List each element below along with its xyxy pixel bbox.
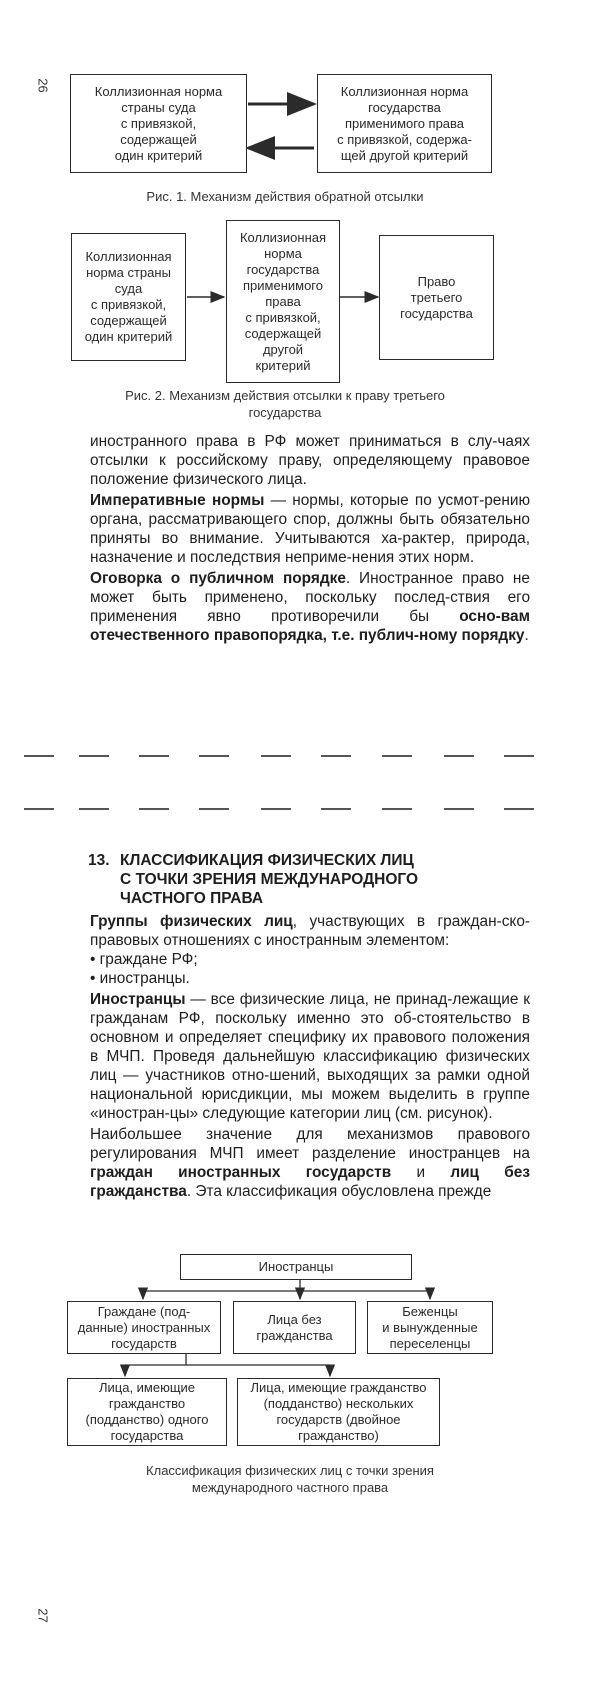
- paragraph-public-order: Оговорка о публичном порядке. Иностранное право не может быть применено, поскольку послед-ствия его применения явно противоречили бы осно-вам отечественного правопорядка, т.е. публич-ному порядку.: [90, 570, 530, 644]
- term-groups: Группы физических лиц: [90, 913, 293, 930]
- paragraph-groups: Группы физических лиц, участвующих в граждан-ско-правовых отношениях с иностранным элементом:: [90, 913, 531, 949]
- page-number-bottom: 27: [35, 1608, 51, 1623]
- term-public-order: Оговорка о публичном порядке: [90, 570, 346, 587]
- term-imperative-norms: Императивные нормы: [90, 492, 265, 509]
- separator-line-2: [24, 808, 594, 810]
- fig1-right-box: Коллизионная норма государства применимого права с привязкой, содержа- щей другой критерий: [317, 74, 492, 173]
- body-text-2: [90, 912, 530, 1201]
- fig1-caption: Рис. 1. Механизм действия обратной отсылки: [146, 189, 424, 204]
- section-title: КЛАССИФИКАЦИЯ ФИЗИЧЕСКИХ ЛИЦ С ТОЧКИ ЗРЕНИЯ МЕЖДУНАРОДНОГО ЧАСТНОГО ПРАВА: [120, 852, 419, 907]
- body-text-1: [90, 432, 530, 645]
- paragraph-continuation: иностранного права в РФ может приниматься в слу-чаях отсылки к российскому праву, определяющему правовое положение физического лица.: [90, 433, 530, 488]
- bullet-list: [90, 950, 530, 988]
- page-number-top: 26: [35, 78, 51, 93]
- separator-line-1: [24, 755, 594, 757]
- fig2-caption: Рис. 2. Механизм действия отсылки к праву третьего государства: [125, 388, 445, 420]
- fig3-dual-citizenship-box: Лица, имеющие гражданство (подданство) нескольких государств (двойное гражданство): [237, 1378, 440, 1446]
- fig2-box-3: Право третьего государства: [379, 235, 494, 360]
- paragraph-imperative-norms: Императивные нормы — нормы, которые по усмот-рению органа, рассматривающего спор, должны быть обязательно приняты во внимание. Учитываются ха-рактер, природа, назначение и последствия неприме-нения этих норм.: [90, 492, 530, 566]
- fig3-caption: Классификация физических лиц с точки зрения международного частного права: [146, 1463, 434, 1495]
- fig3-single-citizenship-box: Лица, имеющие гражданство (подданство) одного государства: [67, 1378, 227, 1446]
- paragraph-foreigners: Иностранцы — все физические лица, не принад-лежащие к гражданам РФ, поскольку именно это об-стоятельство в основном и определяет специфику их правового положения в МЧП. Проведя дальнейшую классификацию физических лиц — участников отно-шений, выходящих за рамки одной национальной юрисдикции, мы можем выделить в группе «иностран-цы» следующие категории лиц (см. рисунок).: [90, 991, 530, 1122]
- fig3-root-box: Иностранцы: [180, 1254, 412, 1280]
- fig2-box-1: Коллизионная норма страны суда с привязкой, содержащей один критерий: [71, 233, 186, 361]
- fig3-citizens-box: Граждане (под- данные) иностранных государств: [67, 1301, 221, 1354]
- list-item: • иностранцы.: [90, 970, 190, 987]
- fig1-left-box: Коллизионная норма страны суда с привязкой, содержащей один критерий: [70, 74, 247, 173]
- paragraph-classification: Наибольшее значение для механизмов правового регулирования МЧП имеет разделение иностранцев на граждан иностранных государств и лиц без гражданства. Эта классификация обусловлена прежде: [90, 1126, 530, 1200]
- fig3-stateless-box: Лица без гражданства: [233, 1301, 356, 1354]
- list-item: • граждане РФ;: [90, 951, 198, 968]
- term-foreigners: Иностранцы: [90, 991, 186, 1008]
- fig3-refugees-box: Беженцы и вынужденные переселенцы: [367, 1301, 493, 1354]
- fig2-box-2: Коллизионная норма государства применимого права с привязкой, содержащей другой критерий: [226, 220, 340, 383]
- section-number: 13.: [88, 852, 110, 869]
